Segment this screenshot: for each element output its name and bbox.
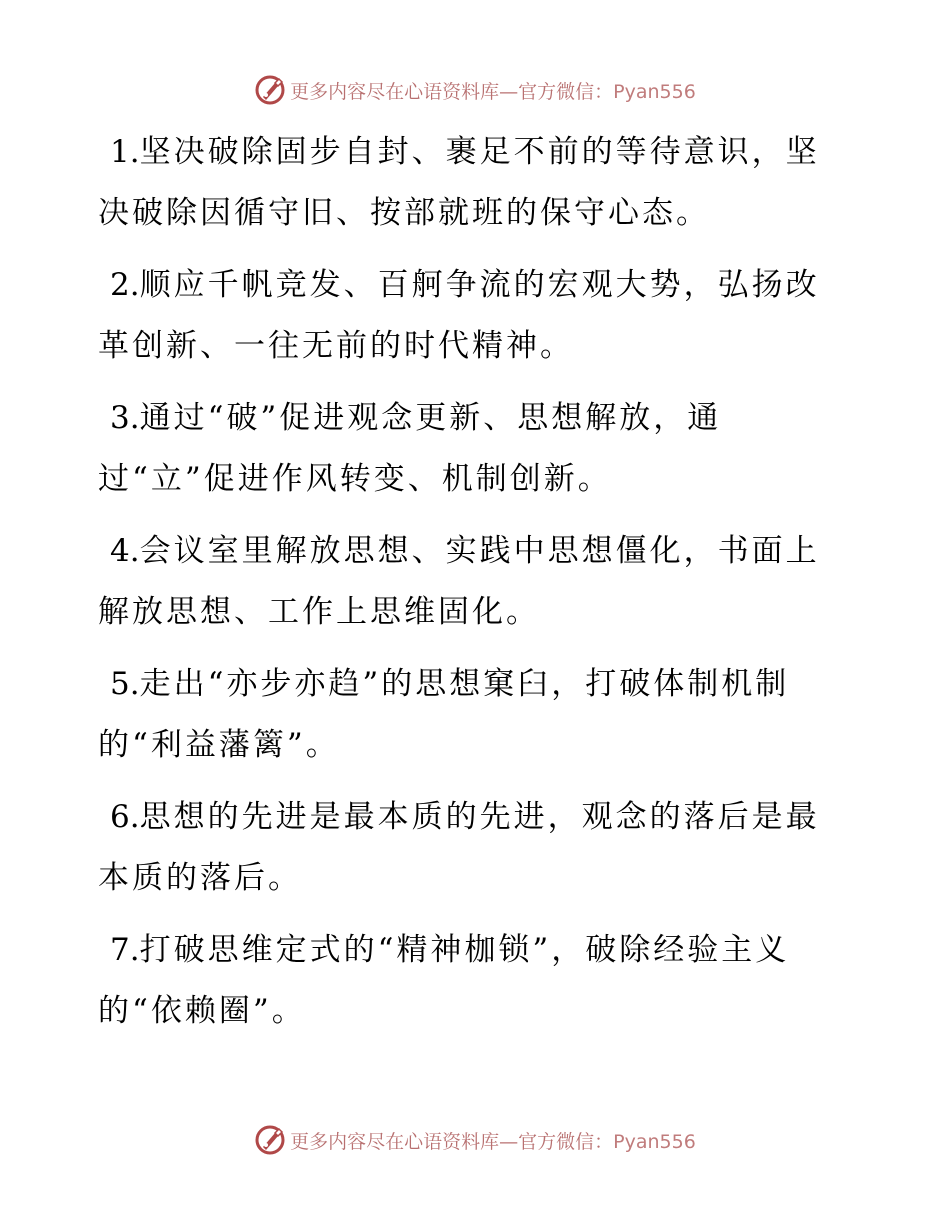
list-item-4 (98, 521, 828, 643)
item-text: 顺应千帆竞发、百舸争流的宏观大势，弘扬改革创新、一往无前的时代精神。 (98, 267, 820, 364)
item-number: 6. (110, 799, 140, 835)
header-banner-inner (254, 74, 696, 106)
document-body (98, 122, 828, 1053)
header-banner (0, 70, 950, 110)
pen-logo-icon (254, 1124, 286, 1156)
list-item-1 (98, 122, 828, 244)
item-text: 走出“亦步亦趋”的思想窠臼，打破体制机制的“利益藩篱”。 (98, 666, 790, 763)
pen-logo-icon (254, 74, 286, 106)
item-number: 4. (110, 533, 140, 569)
item-text: 会议室里解放思想、实践中思想僵化，书面上解放思想、工作上思维固化。 (98, 533, 820, 630)
footer-banner-inner (254, 1124, 696, 1156)
list-item-5 (98, 654, 828, 776)
footer-banner (0, 1120, 950, 1160)
list-item-2 (98, 255, 828, 377)
item-number: 7. (110, 932, 140, 968)
list-item-7 (98, 920, 828, 1042)
list-item-6 (98, 787, 828, 909)
wechat-id: Pyan556 (613, 80, 696, 103)
item-number: 2. (110, 267, 140, 303)
item-text: 通过“破”促进观念更新、思想解放，通过“立”促进作风转变、机制创新。 (98, 400, 722, 497)
list-item-3 (98, 388, 828, 510)
item-number: 1. (110, 134, 140, 170)
header-banner-text: 更多内容尽在心语资料库—官方微信：Pyan556 (290, 80, 696, 103)
item-text: 打破思维定式的“精神枷锁”，破除经验主义的“依赖圈”。 (98, 932, 790, 1029)
item-number: 5. (110, 666, 140, 702)
footer-banner-text: 更多内容尽在心语资料库—官方微信：Pyan556 (290, 1130, 696, 1153)
wechat-id: Pyan556 (613, 1130, 696, 1153)
item-text: 坚决破除固步自封、裹足不前的等待意识，坚决破除因循守旧、按部就班的保守心态。 (98, 134, 820, 231)
item-number: 3. (110, 400, 140, 436)
item-text: 思想的先进是最本质的先进，观念的落后是最本质的落后。 (98, 799, 820, 896)
